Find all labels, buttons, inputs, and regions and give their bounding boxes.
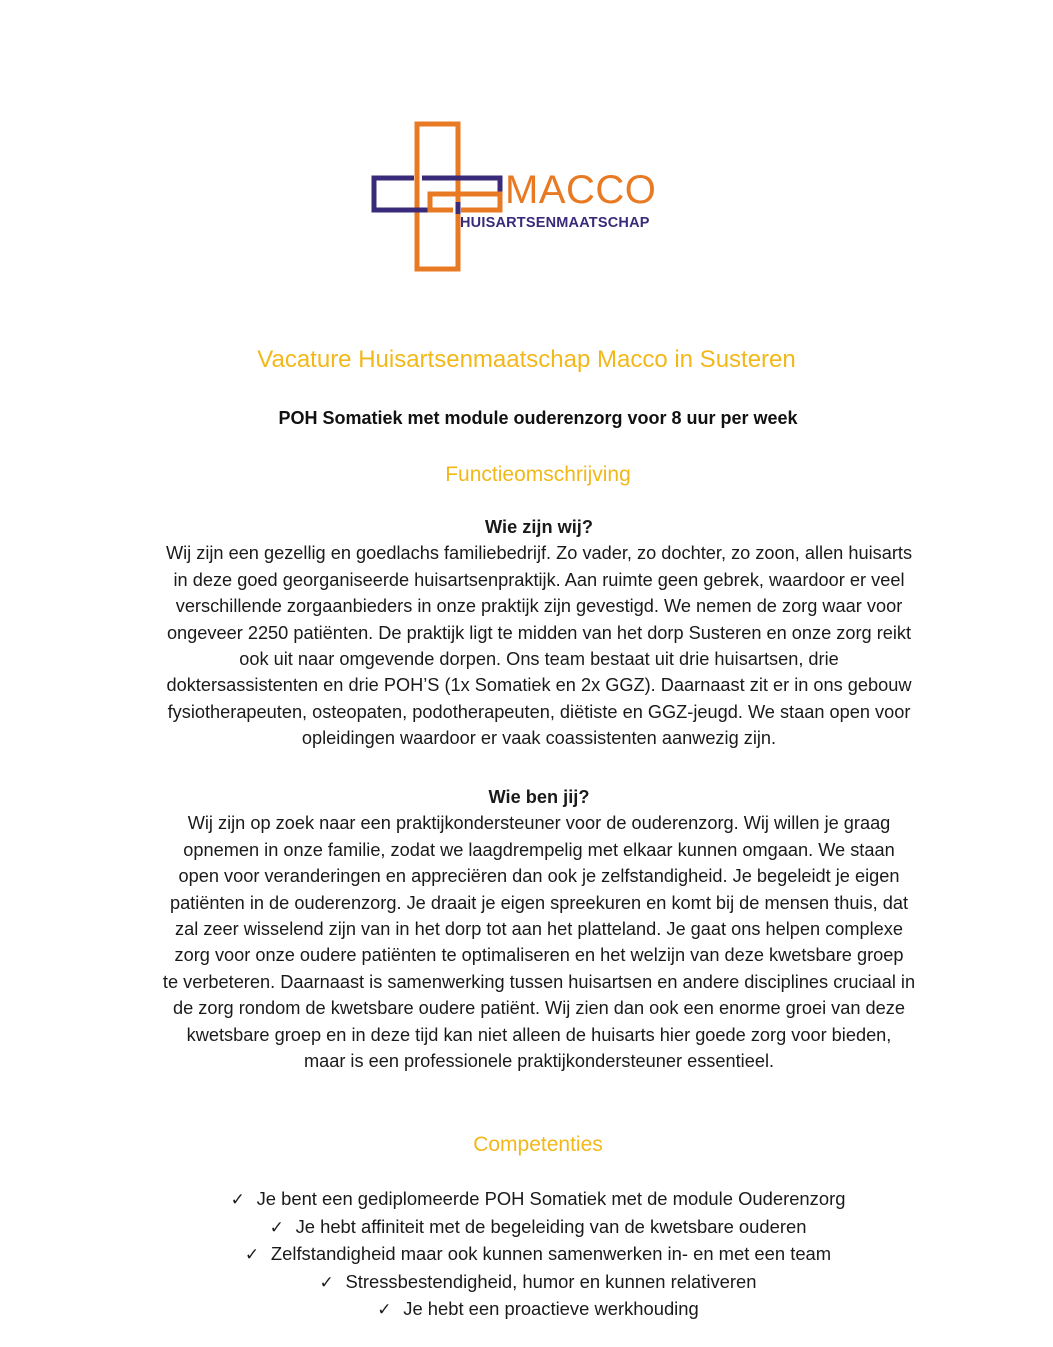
who-are-we-block: [115, 514, 963, 752]
list-item: [0, 1241, 1053, 1269]
paragraph-line: opleidingen waardoor er vaak coassistenten aanwezig zijn.: [301, 728, 777, 749]
checkmark-icon: ✓: [230, 1190, 245, 1210]
checkmark-icon: ✓: [377, 1300, 392, 1321]
paragraph-line: verschillende zorgaanbieders in onze praktijk zijn gevestigd. We nemen de zorg waar voor: [175, 596, 903, 617]
checkmark-icon: ✓: [244, 1245, 260, 1266]
list-item: [0, 1269, 1053, 1297]
page-title: Vacature Huisartsenmaatschap Macco in Susteren: [257, 346, 796, 373]
paragraph-line: ook uit naar omgevende dorpen. Ons team bestaat uit drie huisartsen, drie: [239, 649, 839, 670]
logo-name: MACCO: [505, 168, 657, 212]
paragraph-line: ongeveer 2250 patiënten. De praktijk ligt te midden van het dorp Susteren en onze zorg reikt: [166, 622, 912, 643]
paragraph-line: opnemen in onze familie, zodat we laagdrempelig met elkaar kunnen omgaan. We staan: [183, 839, 895, 860]
list-item: [0, 1186, 1053, 1214]
paragraph-line: in deze goed georganiseerde huisartsenpraktijk. Aan ruimte geen gebrek, waardoor er veel: [173, 569, 905, 590]
paragraph-line: te verbeteren. Daarnaast is samenwerking tussen huisartsen en andere disciplines cruciaal in: [162, 971, 916, 992]
paragraph-line: kwetsbare groep en in deze tijd kan niet alleen de huisarts hier goede zorg voor bieden,: [186, 1024, 892, 1045]
paragraph-line: zal zeer wisselend zijn van in het dorp tot aan het platteland. Je gaat ons helpen complexe: [175, 919, 903, 940]
logo-subtitle: HUISARTSENMAATSCHAP: [460, 215, 650, 231]
who-are-you-block: [115, 784, 963, 1074]
job-subtitle: POH Somatiek met module ouderenzorg voor 8 uur per week: [278, 408, 798, 428]
macco-logo: [368, 118, 668, 278]
competencies-list: [0, 1186, 1053, 1324]
paragraph-line: patiënten in de ouderenzorg. Je draait je eigen spreekuren en komt bij de mensen thuis, dat: [169, 892, 909, 913]
competency-text: Je hebt affiniteit met de begeleiding van de kwetsbare ouderen: [295, 1215, 807, 1237]
paragraph-line: Wij zijn op zoek naar een praktijkondersteuner voor de ouderenzorg. Wij willen je graag: [187, 813, 891, 834]
paragraph-line: doktersassistenten en drie POH’S (1x Somatiek en 2x GGZ). Daarnaast zit er in ons gebouw: [166, 675, 912, 696]
paragraph-line: zorg voor onze oudere patiënten te optimaliseren en het welzijn van deze kwetsbare groep: [174, 945, 904, 966]
competency-text: Je hebt een proactieve werkhouding: [403, 1298, 699, 1320]
competency-text: Je bent een gediplomeerde POH Somatiek met de module Ouderenzorg: [256, 1188, 846, 1209]
list-item: [0, 1296, 1053, 1324]
checkmark-icon: ✓: [269, 1217, 284, 1238]
who-are-we-heading: Wie zijn wij?: [485, 517, 593, 537]
paragraph-line: Wij zijn een gezellig en goedlachs familiebedrijf. Zo vader, zo dochter, zo zoon, allen huisarts: [165, 543, 913, 564]
section-heading-competencies: Competenties: [473, 1133, 603, 1156]
paragraph-line: maar is een professionele praktijkondersteuner essentieel.: [303, 1051, 775, 1072]
checkmark-icon: ✓: [319, 1272, 334, 1293]
paragraph-line: de zorg rondom de kwetsbare oudere patiënt. Wij zien dan ook een enorme groei van deze: [173, 998, 905, 1019]
who-are-you-heading: Wie ben jij?: [488, 787, 590, 807]
competency-text: Stressbestendigheid, humor en kunnen relativeren: [345, 1270, 757, 1292]
section-heading-function: Functieomschrijving: [445, 463, 631, 486]
competency-text: Zelfstandigheid maar ook kunnen samenwerken in- en met een team: [270, 1243, 832, 1265]
list-item: [0, 1214, 1053, 1242]
paragraph-line: open voor veranderingen en appreciëren dan ook je zelfstandigheid. Je begeleidt je eigen: [178, 866, 900, 887]
paragraph-line: fysiotherapeuten, osteopaten, podotherapeuten, diëtiste en GGZ-jeugd. We staan open voor: [167, 701, 911, 722]
